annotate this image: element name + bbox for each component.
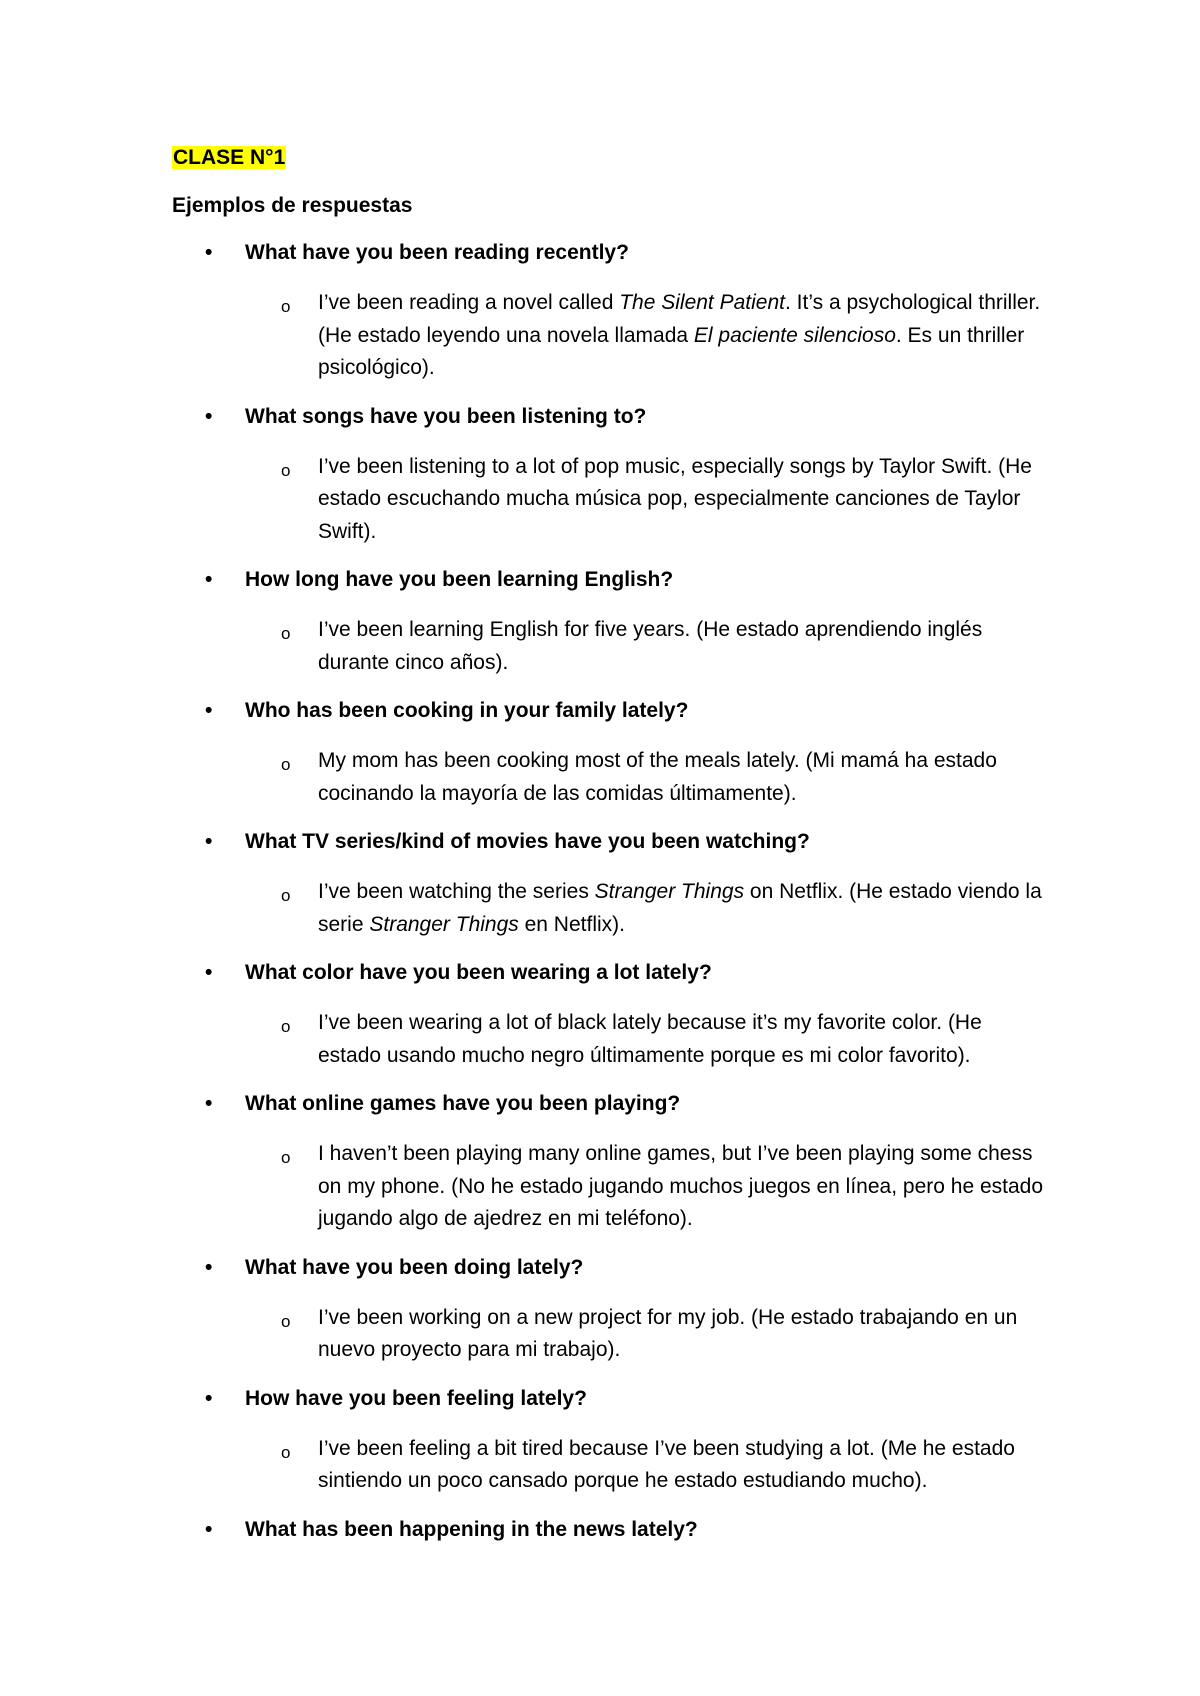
item-spacer <box>0 941 1200 960</box>
list-item <box>0 960 1200 1091</box>
bullet-icon: • <box>205 1092 213 1115</box>
answer-text: I’ve been listening to a lot of pop music, especially songs by Taylor Swift. (He estado escuchando mucha música pop, especialmente canciones de Taylor Swift). <box>318 454 1032 543</box>
list-item <box>0 1255 1200 1386</box>
document-title <box>172 145 286 171</box>
answer <box>0 614 1048 679</box>
bullet-icon: • <box>205 404 213 428</box>
bullet-icon: • <box>205 961 213 984</box>
answer <box>0 1138 1048 1236</box>
bullet-icon: • <box>205 1255 213 1279</box>
question-text: What has been happening in the news lately? <box>245 1517 698 1541</box>
question <box>0 404 1200 430</box>
answer <box>0 1302 1048 1367</box>
item-spacer <box>0 810 1200 829</box>
question <box>0 240 1200 266</box>
question-text: How have you been feeling lately? <box>245 1386 587 1410</box>
question <box>0 829 1200 855</box>
bullet-icon: • <box>205 699 213 722</box>
item-spacer <box>0 1367 1200 1386</box>
answer-text: en Netflix). <box>518 912 625 936</box>
sub-bullet-icon: o <box>281 297 291 316</box>
answer-text: I’ve been watching the series <box>318 880 595 903</box>
bullet-icon: • <box>205 1517 213 1541</box>
list-item <box>0 567 1200 698</box>
item-spacer <box>0 1236 1200 1255</box>
document-subtitle: Ejemplos de respuestas <box>172 194 413 217</box>
sub-bullet-icon: o <box>281 624 291 643</box>
answer-text: I’ve been reading a novel called <box>318 291 620 314</box>
answer-text: I haven’t been playing many online games, but I’ve been playing some chess on my phone. (No he estado jugando muchos juegos en línea, pero he estado jugando algo de ajedrez en mi teléfono). <box>318 1142 1044 1230</box>
question <box>0 1517 1200 1543</box>
question-text: Who has been cooking in your family lately? <box>245 699 689 722</box>
item-spacer <box>0 679 1200 698</box>
question-text: How long have you been learning English? <box>245 568 674 591</box>
answer-italic-text: Stranger Things <box>369 912 519 936</box>
answer <box>0 876 1048 941</box>
answer-text: I’ve been wearing a lot of black lately because it’s my favorite color. (He estado usando mucho negro últimamente porque es mi color favorito). <box>318 1011 982 1067</box>
list-item <box>0 404 1200 568</box>
answer <box>0 1433 1048 1498</box>
item-spacer <box>0 1498 1200 1517</box>
answer-italic-text: The Silent Patient <box>619 291 785 314</box>
question-text: What online games have you been playing? <box>245 1092 681 1115</box>
list-item <box>0 1091 1200 1255</box>
answer-text: My mom has been cooking most of the meals lately. (Mi mamá ha estado cocinando la mayoría de las comidas últimamente). <box>318 749 997 805</box>
answer-italic-text: Stranger Things <box>594 880 745 903</box>
answer <box>0 287 1048 385</box>
bullet-icon: • <box>205 241 213 264</box>
list-item <box>0 1386 1200 1517</box>
question-answer-list <box>0 240 1200 1543</box>
list-item <box>0 829 1200 960</box>
answer <box>0 451 1048 549</box>
question <box>0 960 1200 986</box>
bullet-icon: • <box>205 1386 213 1410</box>
question <box>0 1386 1200 1412</box>
sub-bullet-icon: o <box>281 1442 291 1462</box>
question <box>0 698 1200 724</box>
question-text: What have you been doing lately? <box>245 1255 584 1279</box>
question-text: What TV series/kind of movies have you been watching? <box>245 830 810 853</box>
list-item <box>0 1517 1200 1543</box>
sub-bullet-icon: o <box>281 1017 291 1036</box>
question <box>0 1255 1200 1281</box>
answer-text: . Es un thriller psicológico). <box>318 323 1025 379</box>
item-spacer <box>0 1072 1200 1091</box>
list-item <box>0 698 1200 829</box>
bullet-icon: • <box>205 568 213 591</box>
question-text: What color have you been wearing a lot lately? <box>245 961 712 984</box>
bullet-icon: • <box>205 830 213 853</box>
question <box>0 1091 1200 1117</box>
list-item <box>0 240 1200 404</box>
sub-bullet-icon: o <box>281 886 291 905</box>
sub-bullet-icon: o <box>281 1148 291 1167</box>
answer-text: on Netflix. (He estado viendo la serie <box>318 880 1042 936</box>
sub-bullet-icon: o <box>281 1311 291 1331</box>
question-text: What have you been reading recently? <box>245 241 629 264</box>
title-highlight: CLASE N°1 <box>173 146 286 169</box>
question <box>0 567 1200 593</box>
answer-text: . It’s a psychological thriller. (He estado leyendo una novela llamada <box>318 291 1041 347</box>
answer-text: I’ve been working on a new project for my job. (He estado trabajando en un nuevo proyecto para mi trabajo). <box>318 1305 1018 1361</box>
item-spacer <box>0 385 1200 404</box>
answer <box>0 745 1048 810</box>
answer-text: I’ve been learning English for five years. (He estado aprendiendo inglés durante cinco años). <box>318 618 983 674</box>
answer-text: I’ve been feeling a bit tired because I’ve been studying a lot. (Me he estado sintiendo un poco cansado porque he estado estudiando mucho). <box>318 1436 1015 1492</box>
question-text: What songs have you been listening to? <box>245 404 647 428</box>
sub-bullet-icon: o <box>281 460 291 480</box>
answer <box>0 1007 1048 1072</box>
sub-bullet-icon: o <box>281 755 291 774</box>
item-spacer <box>0 548 1200 567</box>
answer-italic-text: El paciente silencioso <box>693 323 896 347</box>
